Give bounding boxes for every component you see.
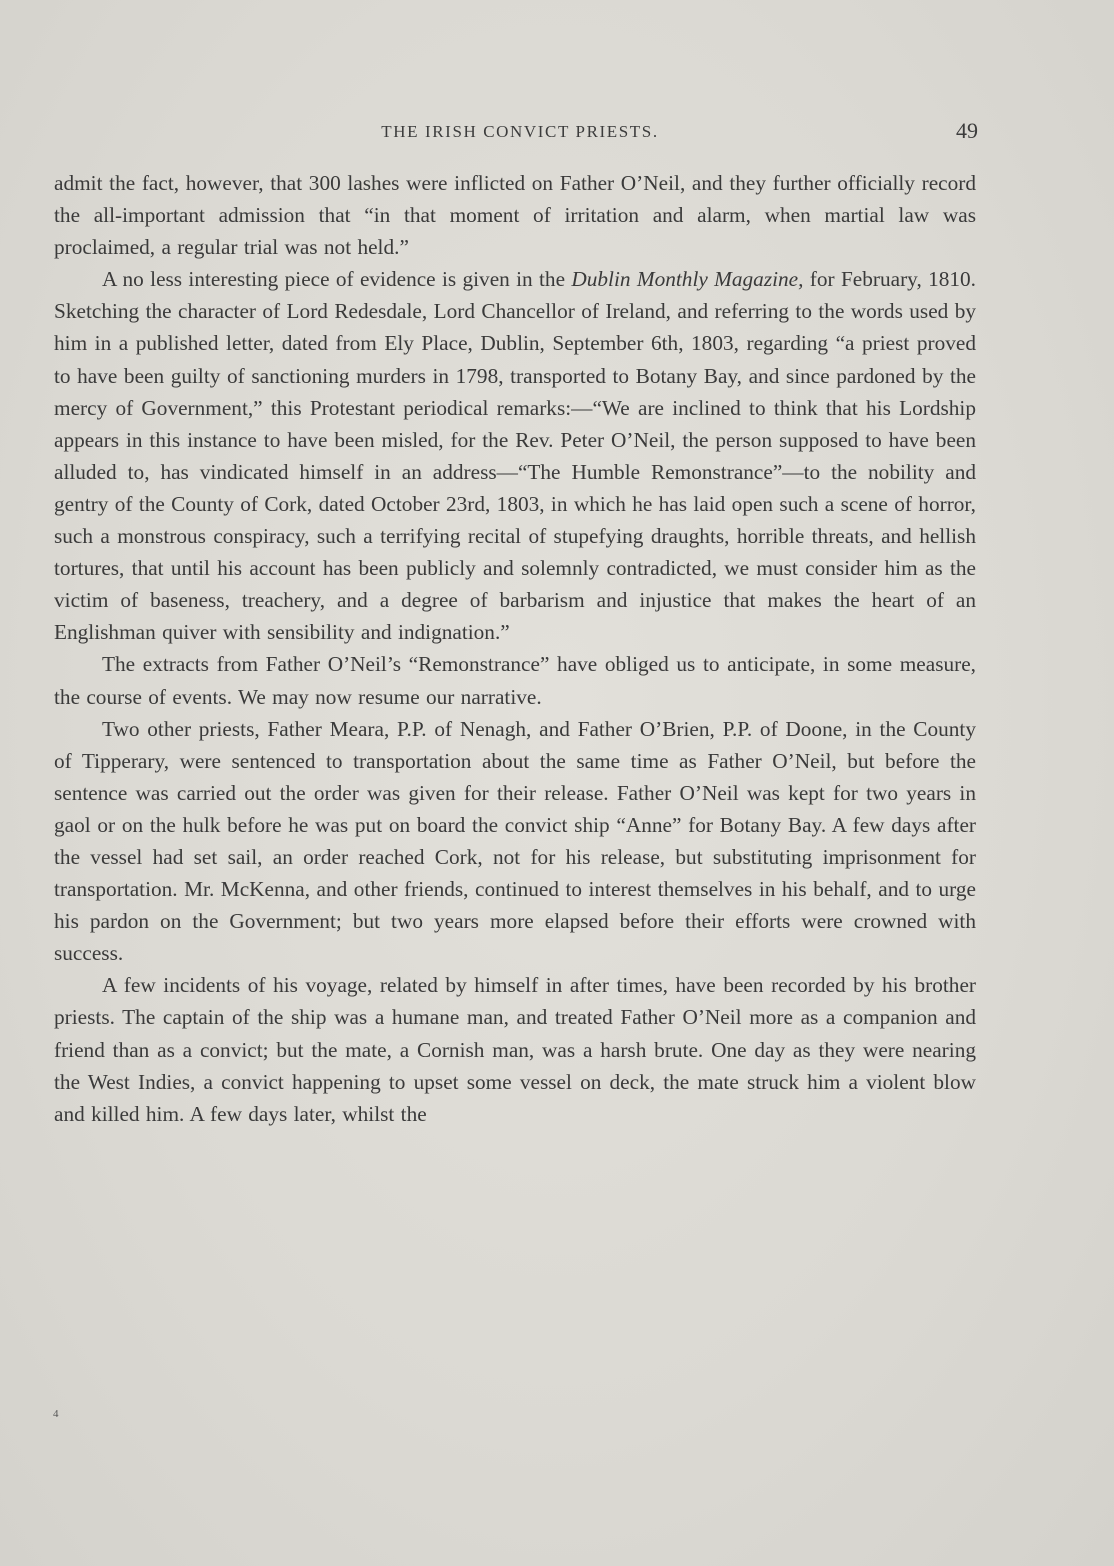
paragraph-4: Two other priests, Father Meara, P.P. of Nenagh, and Father O’Brien, P.P. of Doone, in the County of Tipperary, were sentenced to transportation about the same time as Father O’Neil, but before the sentence was carried out the order was given for their release. Father O’Neil was kept for two years in gaol or on the hulk before he was put on board the convict ship “Anne” for Botany Bay. A few days after the vessel had set sail, an order reached Cork, not for his release, but substituting imprisonment for transportation. Mr. McKenna, and other friends, continued to interest themselves in his behalf, and to urge his pardon on the Government; but two years more elapsed before their efforts were crowned with success. [54, 716, 976, 966]
paragraph-2: A no less interesting piece of evidence is given in the Dublin Monthly Magazine, for February, 1810. Sketching the character of Lord Redesdale, Lord Chancellor of Ireland, and referring to the words used by him in a published letter, dated from Ely Place, Dublin, September 6th, 1803, regarding “a priest proved to have been guilty of sanctioning murders in 1798, transported to Botany Bay, and since pardoned by the mercy of Government,” this Protestant periodical remarks:—“We are inclined to think that his Lordship appears in this instance to have been misled, for the Rev. Peter O’Neil, the person supposed to have been alluded to, has vindicated himself in an address—“The Humble Remonstrance”—to the nobility and gentry of the County of Cork, dated October 23rd, 1803, in which he has laid open such a scene of horror, such a monstrous conspiracy, such a terrifying recital of stupefying draughts, horrible threats, and hellish tortures, that until his account has been publicly and solemnly contradicted, we must consider him as the victim of baseness, treachery, and a degree of barbarism and injustice that makes the heart of an Englishman quiver with sensibility and indignation.” [54, 267, 977, 645]
paragraph-3: The extracts from Father O’Neil’s “Remonstrance” have obliged us to anticipate, in some measure, the course of events. We may now resume our narrative. [54, 652, 976, 709]
body-text [54, 167, 976, 1130]
page-number: 49 [956, 118, 978, 143]
running-head [0, 118, 1114, 148]
paragraph-1: admit the fact, however, that 300 lashes were inflicted on Father O’Neil, and they further officially record the all-important admission that “in that moment of irritation and alarm, when martial law was proclaimed, a regular trial was not held.” [54, 171, 976, 260]
periodical-title: Dublin Monthly Magazine, [571, 267, 804, 292]
running-title: THE IRISH CONVICT PRIESTS. [381, 122, 659, 141]
signature-mark: 4 [53, 1408, 59, 1420]
paragraph-5: A few incidents of his voyage, related by himself in after times, have been recorded by his brother priests. The captain of the ship was a humane man, and treated Father O’Neil more as a companion and friend than as a convict; but the mate, a Cornish man, was a harsh brute. One day as they were nearing the West Indies, a convict happening to upset some vessel on deck, the mate struck him a violent blow and killed him. A few days later, whilst the [54, 973, 976, 1126]
